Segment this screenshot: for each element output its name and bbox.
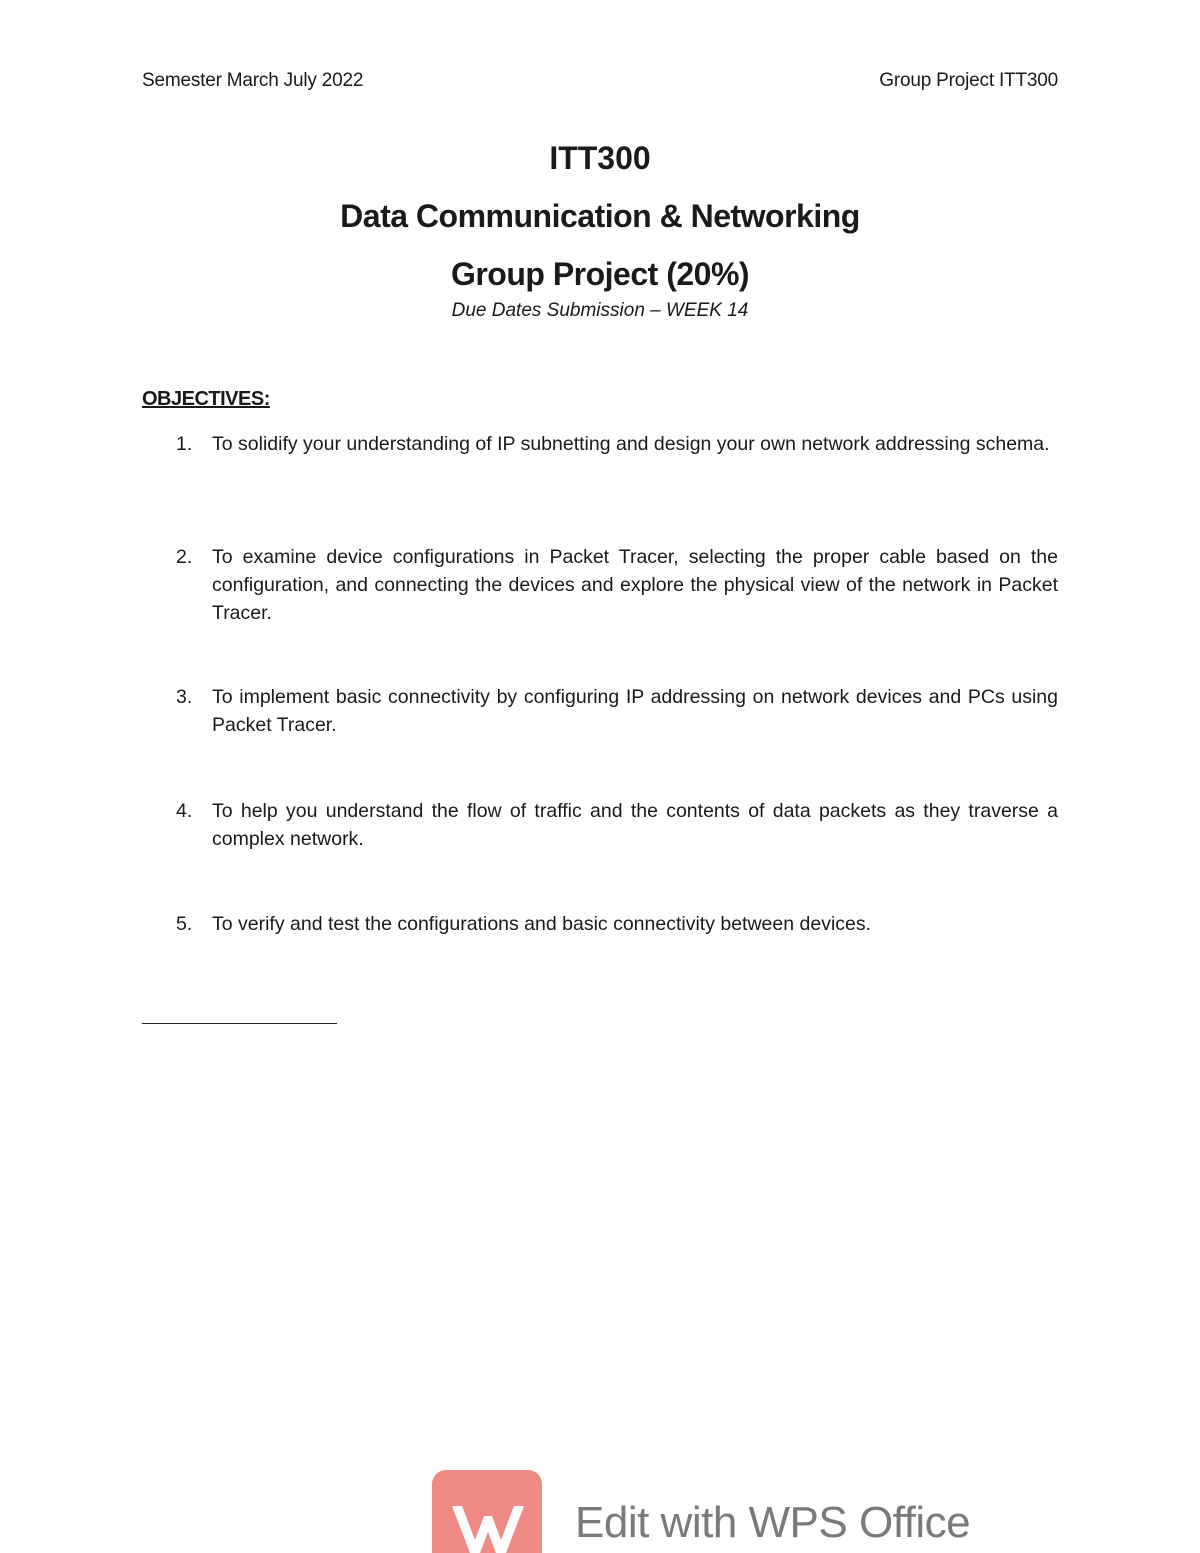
header-project-label: Group Project ITT300 [879,70,1058,91]
objective-text: To examine device configurations in Packet Tracer, selecting the proper cable based on the configuration, and connecting the devices and explore the physical view of the network in Packet Tracer. [212,546,1058,624]
objective-number: 1. [176,433,193,455]
objectives-heading: OBJECTIVES: [142,388,270,410]
wps-logo-icon [432,1470,542,1553]
objective-text: To solidify your understanding of IP subnetting and design your own network addressing schema. [212,433,1050,455]
footnote-divider [142,1023,337,1024]
wps-office-banner[interactable] [432,1470,1052,1553]
objective-number: 2. [176,546,193,568]
wps-office-text: Edit with WPS Office [575,1498,971,1547]
project-title: Group Project (20%) [450,256,750,292]
course-code-title: ITT300 [549,140,651,176]
objective-text: To verify and test the configurations and basic connectivity between devices. [212,913,872,935]
objective-text: To implement basic connectivity by configuring IP addressing on network devices and PCs using Packet Tracer. [212,686,1058,736]
objective-number: 3. [176,686,193,708]
objective-number: 5. [176,913,193,935]
course-name-title: Data Communication & Networking [340,198,860,234]
due-date-subtitle: Due Dates Submission – WEEK 14 [451,300,749,321]
header-semester: Semester March July 2022 [142,70,364,91]
objective-text: To help you understand the flow of traffic and the contents of data packets as they traverse a complex network. [212,800,1058,850]
objective-number: 4. [176,800,193,822]
